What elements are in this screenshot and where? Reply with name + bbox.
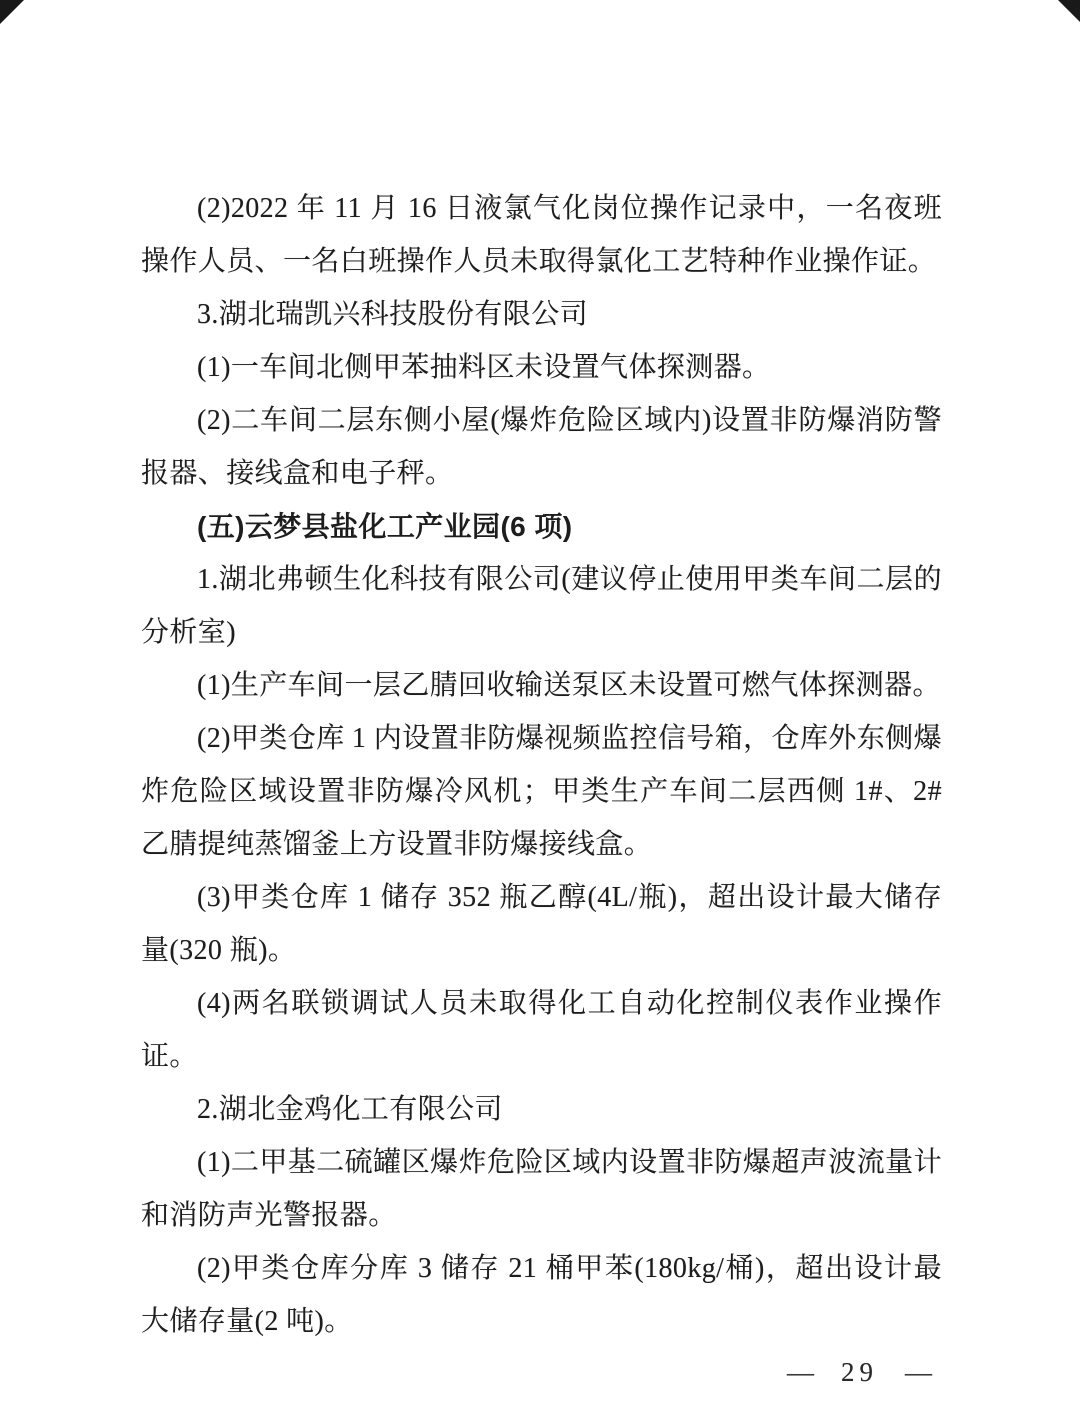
scan-corner-artifact-top-left [0, 0, 24, 24]
document-body [141, 182, 942, 1348]
footer-dash-left: — [787, 1357, 814, 1387]
body-paragraph: (2)2022 年 11 月 16 日液氯气化岗位操作记录中，一名夜班操作人员、一名白班操作人员未取得氯化工艺特种作业操作证。 [141, 193, 942, 277]
body-paragraph: (2)甲类仓库 1 内设置非防爆视频监控信号箱，仓库外东侧爆炸危险区域设置非防爆冷风机；甲类生产车间二层西侧 1#、2#乙腈提纯蒸馏釜上方设置非防爆接线盒。 [141, 723, 942, 860]
section-heading: (五)云梦县盐化工产业园(6 项) [197, 511, 573, 542]
company-heading: 1.湖北弗顿生化科技有限公司(建议停止使用甲类车间二层的分析室) [141, 564, 942, 648]
page-footer [787, 1352, 932, 1392]
footer-dash-right: — [905, 1357, 932, 1387]
scan-corner-artifact-top-right [1058, 0, 1080, 22]
body-paragraph: (1)一车间北侧甲苯抽料区未设置气体探测器。 [197, 352, 771, 383]
company-heading: 3.湖北瑞凯兴科技股份有限公司 [197, 299, 589, 330]
body-paragraph: (4)两名联锁调试人员未取得化工自动化控制仪表作业操作证。 [141, 988, 942, 1072]
body-paragraph: (2)甲类仓库分库 3 储存 21 桶甲苯(180kg/桶)，超出设计最大储存量(2 吨)。 [141, 1253, 942, 1337]
body-paragraph: (1)生产车间一层乙腈回收输送泵区未设置可燃气体探测器。 [197, 670, 941, 701]
body-paragraph: (2)二车间二层东侧小屋(爆炸危险区域内)设置非防爆消防警报器、接线盒和电子秤。 [141, 405, 942, 489]
body-paragraph: (3)甲类仓库 1 储存 352 瓶乙醇(4L/瓶)，超出设计最大储存量(320 瓶)。 [141, 882, 942, 966]
company-heading: 2.湖北金鸡化工有限公司 [197, 1094, 503, 1125]
page-number: 29 [841, 1357, 878, 1387]
body-paragraph: (1)二甲基二硫罐区爆炸危险区域内设置非防爆超声波流量计和消防声光警报器。 [141, 1147, 942, 1231]
